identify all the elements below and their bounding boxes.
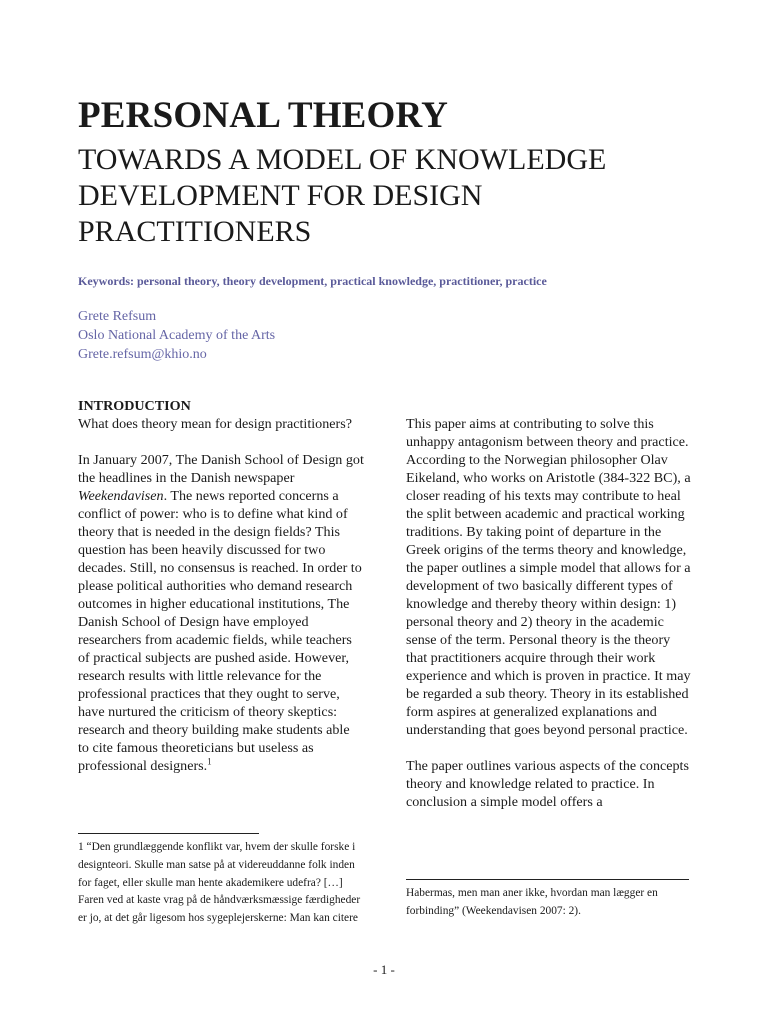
keywords: Keywords: personal theory, theory development, practical knowledge, practitioner, practice	[78, 274, 547, 288]
right-paragraph-2: The paper outlines various aspects of the concepts theory and knowledge related to practice. In conclusion a simple model offers a	[406, 758, 689, 810]
intro-text-rest: . The news reported concerns a conflict of power: who is to define what kind of theory that is needed in the design fields? This question has been heavily discussed for two decades. Still, no consensus is reached. In order to please political authorities who demand research outcomes in higher educational institutions, The Danish School of Design have employed researchers from academic fields, while teachers of practical subjects are pushed aside. However, research results with little relevance for the professional practices that they ought to serve, have nurtured the criticism of theory skeptics: research and theory building make students able to cite famous theoreticians but useless as professional designers.	[78, 488, 362, 774]
intro-text-start: In January 2007, The Danish School of Design got the headlines in the Danish newspaper	[78, 452, 364, 486]
left-column	[78, 397, 364, 793]
intro-question: What does theory mean for design practitioners?	[78, 416, 352, 432]
page-number: - 1 -	[373, 962, 395, 977]
footnote-left: 1 “Den grundlæggende konflikt var, hvem der skulle forske i designteori. Skulle man satse på at videreuddanne folk inden for faget, eller skulle man hente akademikere udefra? […] Faren ved at kaste vrag på de håndværksmæssige færdigheder er jo, at det går ligesom hos sygeplejerskerne: Man kan citere	[78, 841, 361, 925]
footnote-rule-right	[406, 879, 689, 880]
right-paragraph-1: This paper aims at contributing to solve this unhappy antagonism between theory and practice. According to the Norwegian philosopher Olav Eikeland, who works on Aristotle (384-322 BC), a closer reading of his texts may contribute to heal the split between academic and practical working traditions. By taking point of departure in the Greek origins of the terms theory and knowledge, the paper outlines a simple model that allows for a development of two basically different types of knowledge and thereby theory within design: 1) personal theory and 2) theory in the academic sense of the term. Personal theory is the theory that practitioners acquire through their work experience and which is proven in practice. It may be regarded a sub theory. Theory in its established form aspires at generalized explanations and understanding that goes beyond personal practice.	[406, 416, 691, 738]
paper-subtitle: TOWARDS A MODEL OF KNOWLEDGE DEVELOPMENT FOR DESIGN PRACTITIONERS	[78, 143, 607, 248]
section-heading: INTRODUCTION	[78, 398, 191, 414]
author-email[interactable]: Grete.refsum@khio.no	[78, 347, 207, 362]
intro-paragraph	[78, 451, 364, 775]
footnote-rule-left	[78, 833, 259, 834]
paper-title: PERSONAL THEORY	[78, 95, 449, 136]
newspaper-name: Weekendavisen	[78, 488, 164, 504]
footnote-ref[interactable]: 1	[207, 756, 212, 767]
right-column	[406, 415, 694, 829]
author-affiliation: Oslo National Academy of the Arts	[78, 328, 276, 343]
author-block	[78, 307, 275, 364]
footnote-right: Habermas, men man aner ikke, hvordan man lægger en forbinding” (Weekendavisen 2007: 2).	[406, 887, 658, 917]
author-name: Grete Refsum	[78, 309, 157, 324]
